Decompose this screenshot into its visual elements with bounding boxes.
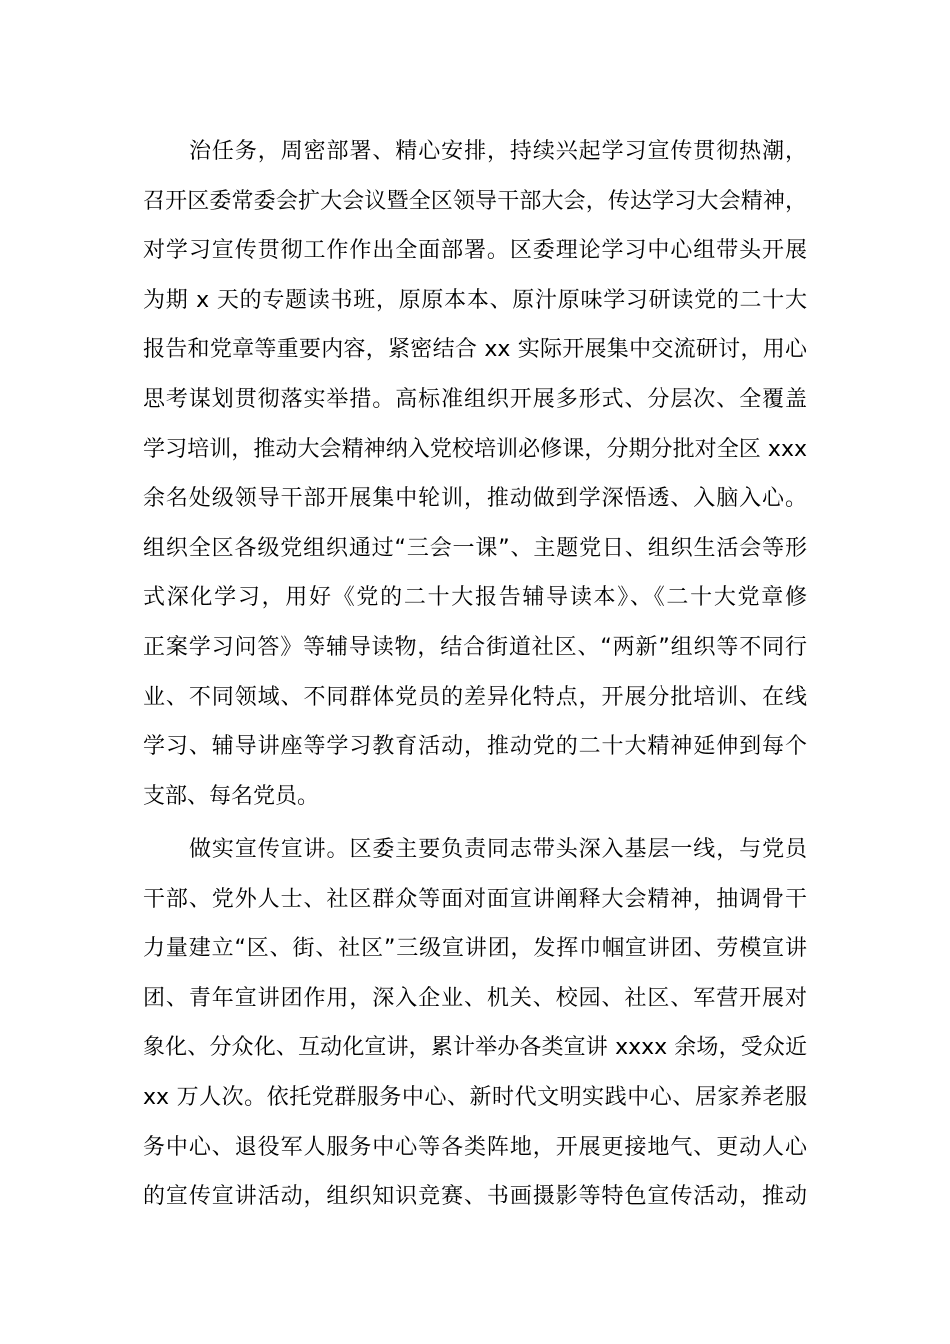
text-line: 学习培训，推动大会精神纳入党校培训必修课，分期分批对全区 xxx	[143, 436, 807, 462]
text-line: 做实宣传宣讲。区委主要负责同志带头深入基层一线，与党员	[189, 837, 807, 862]
text-line: 力量建立“区、街、社区”三级宣讲团，发挥巾帼宣讲团、劳模宣讲	[143, 936, 807, 962]
text-line: xx 万人次。依托党群服务中心、新时代文明实践中心、居家养老服	[143, 1084, 807, 1110]
text-line: 为期 x 天的专题读书班，原原本本、原汁原味学习研读党的二十大	[143, 287, 807, 313]
text-line: 支部、每名党员。	[143, 783, 320, 809]
text-line: 对学习宣传贯彻工作作出全面部署。区委理论学习中心组带头开展	[143, 238, 807, 264]
text-line: 团、青年宣讲团作用，深入企业、机关、校园、社区、军营开展对	[143, 985, 807, 1011]
text-line: 余名处级领导干部开展集中轮训，推动做到学深悟透、入脑入心。	[143, 486, 807, 512]
text-line: 业、不同领域、不同群体党员的差异化特点，开展分批培训、在线	[143, 684, 807, 710]
text-line: 务中心、退役军人服务中心等各类阵地，开展更接地气、更动人心	[143, 1134, 807, 1160]
text-line: 的宣传宣讲活动，组织知识竞赛、书画摄影等特色宣传活动，推动	[143, 1184, 807, 1210]
paragraph-study-training	[143, 127, 807, 821]
text-line: 象化、分众化、互动化宣讲，累计举办各类宣讲 xxxx 余场，受众近	[143, 1035, 807, 1061]
text-line: 思考谋划贯彻落实举措。高标准组织开展多形式、分层次、全覆盖	[143, 386, 807, 412]
text-line: 召开区委常委会扩大会议暨全区领导干部大会，传达学习大会精神，	[143, 188, 807, 214]
text-line: 干部、党外人士、社区群众等面对面宣讲阐释大会精神，抽调骨干	[143, 886, 807, 912]
text-line: 报告和党章等重要内容，紧密结合 xx 实际开展集中交流研讨，用心	[143, 337, 807, 363]
text-line: 学习、辅导讲座等学习教育活动，推动党的二十大精神延伸到每个	[143, 734, 807, 760]
paragraph-publicity-lectures	[143, 825, 807, 1222]
text-line: 组织全区各级党组织通过“三会一课”、主题党日、组织生活会等形	[143, 535, 807, 561]
text-line: 治任务，周密部署、精心安排，持续兴起学习宣传贯彻热潮，	[189, 139, 807, 164]
text-line: 式深化学习，用好《党的二十大报告辅导读本》、《二十大党章修	[143, 585, 807, 611]
text-line: 正案学习问答》等辅导读物，结合街道社区、“两新”组织等不同行	[143, 634, 807, 660]
